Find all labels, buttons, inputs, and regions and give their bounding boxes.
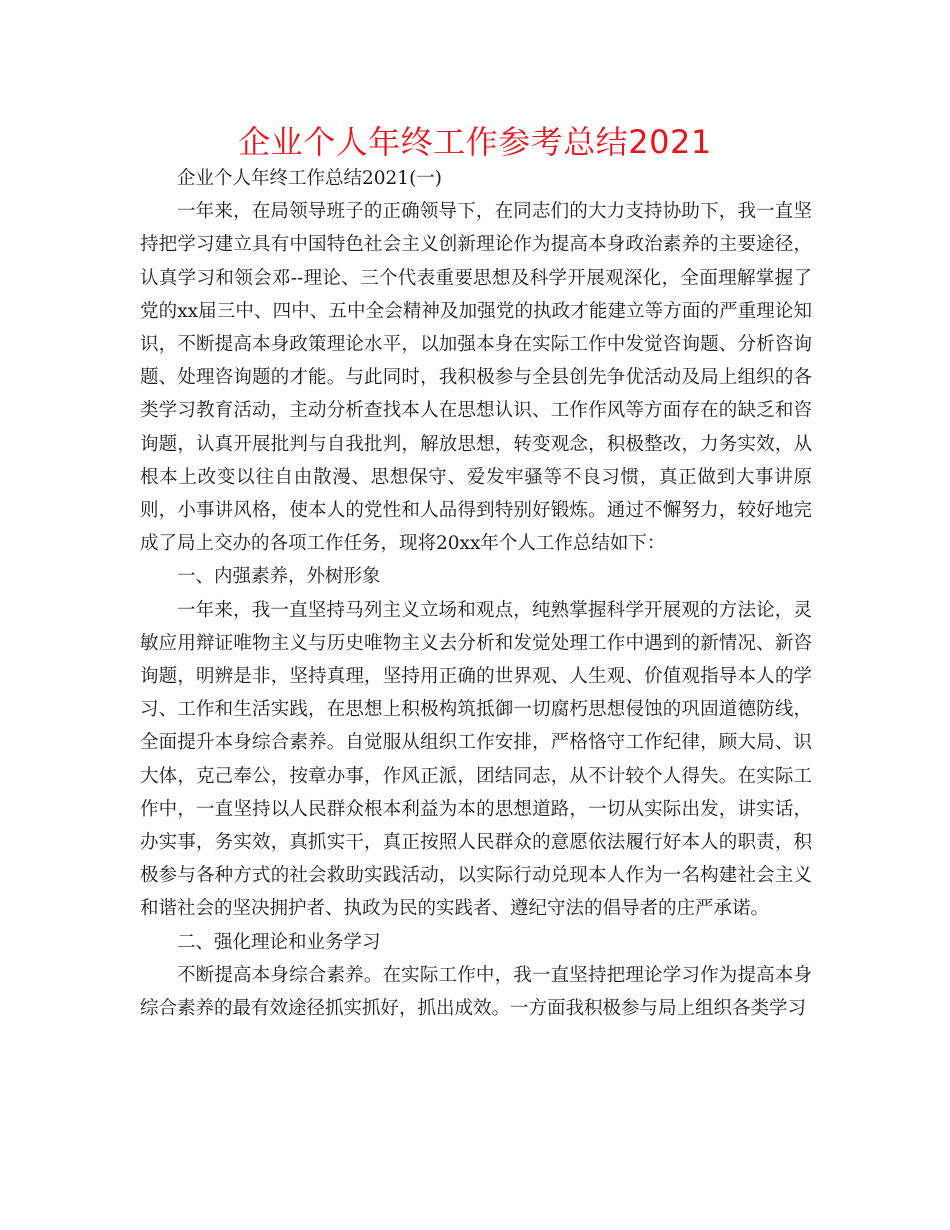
section-heading: 一、内强素养，外树形象: [177, 566, 381, 588]
body-paragraph: 一年来，在局领导班子的正确领导下，在同志们的大力支持协助下，我一直坚持把学习建立具有中国特色社会主义创新理论作为提高本身政治素养的主要途径，认真学习和领会邓--理论、三个代表重要思想及科学开展观深化，全面理解掌握了党的xx届三中、四中、五中全会精神及加强党的执政才能建立等方面的严重理论知识，不断提高本身政策理论水平，以加强本身在实际工作中发觉咨询题、分析咨询题、处理咨询题的才能。与此同时，我积极参与全县创先争优活动及局上组织的各类学习教育活动，主动分析查找本人在思想认识、工作作风等方面存在的缺乏和咨询题，认真开展批判与自我批判，解放思想，转变观念，积极整改，力务实效，从根本上改变以往自由散漫、思想保守、爱发牢骚等不良习惯，真正做到大事讲原则，小事讲风格，使本人的党性和人品得到特别好锻炼。通过不懈努力，较好地完成了局上交办的各项工作任务，现将20xx年个人工作总结如下：: [140, 201, 812, 555]
body-paragraph: 一年来，我一直坚持马列主义立场和观点，纯熟掌握科学开展观的方法论，灵敏应用辩证唯物主义与历史唯物主义去分析和发觉处理工作中遇到的新情况、新咨询题，明辨是非，坚持真理，坚持用正确的世界观、人生观、价值观指导本人的学习、工作和生活实践，在思想上积极构筑抵御一切腐朽思想侵蚀的巩固道德防线，全面提升本身综合素养。自觉服从组织工作安排，严格恪守工作纪律，顾大局、识大体，克己奉公，按章办事，作风正派，团结同志，从不计较个人得失。在实际工作中，一直坚持以人民群众根本利益为本的思想道路，一切从实际出发，讲实话，办实事，务实效，真抓实干，真正按照人民群众的意愿依法履行好本人的职责，积极参与各种方式的社会救助实践活动，以实际行动兑现本人作为一名构建社会主义和谐社会的坚决拥护者、执政为民的实践者、遵纪守法的倡导者的庄严承诺。: [140, 599, 812, 920]
section-heading: 二、强化理论和业务学习: [177, 931, 381, 953]
body-paragraph: 不断提高本身综合素养。在实际工作中，我一直坚持把理论学习作为提高本身综合素养的最有效途径抓实抓好，抓出成效。一方面我积极参与局上组织各类学习: [140, 964, 812, 1020]
document-subtitle: 企业个人年终工作总结2021(一): [177, 168, 443, 189]
document-body: [140, 162, 812, 1025]
document-title: 企业个人年终工作参考总结2021: [238, 123, 712, 161]
